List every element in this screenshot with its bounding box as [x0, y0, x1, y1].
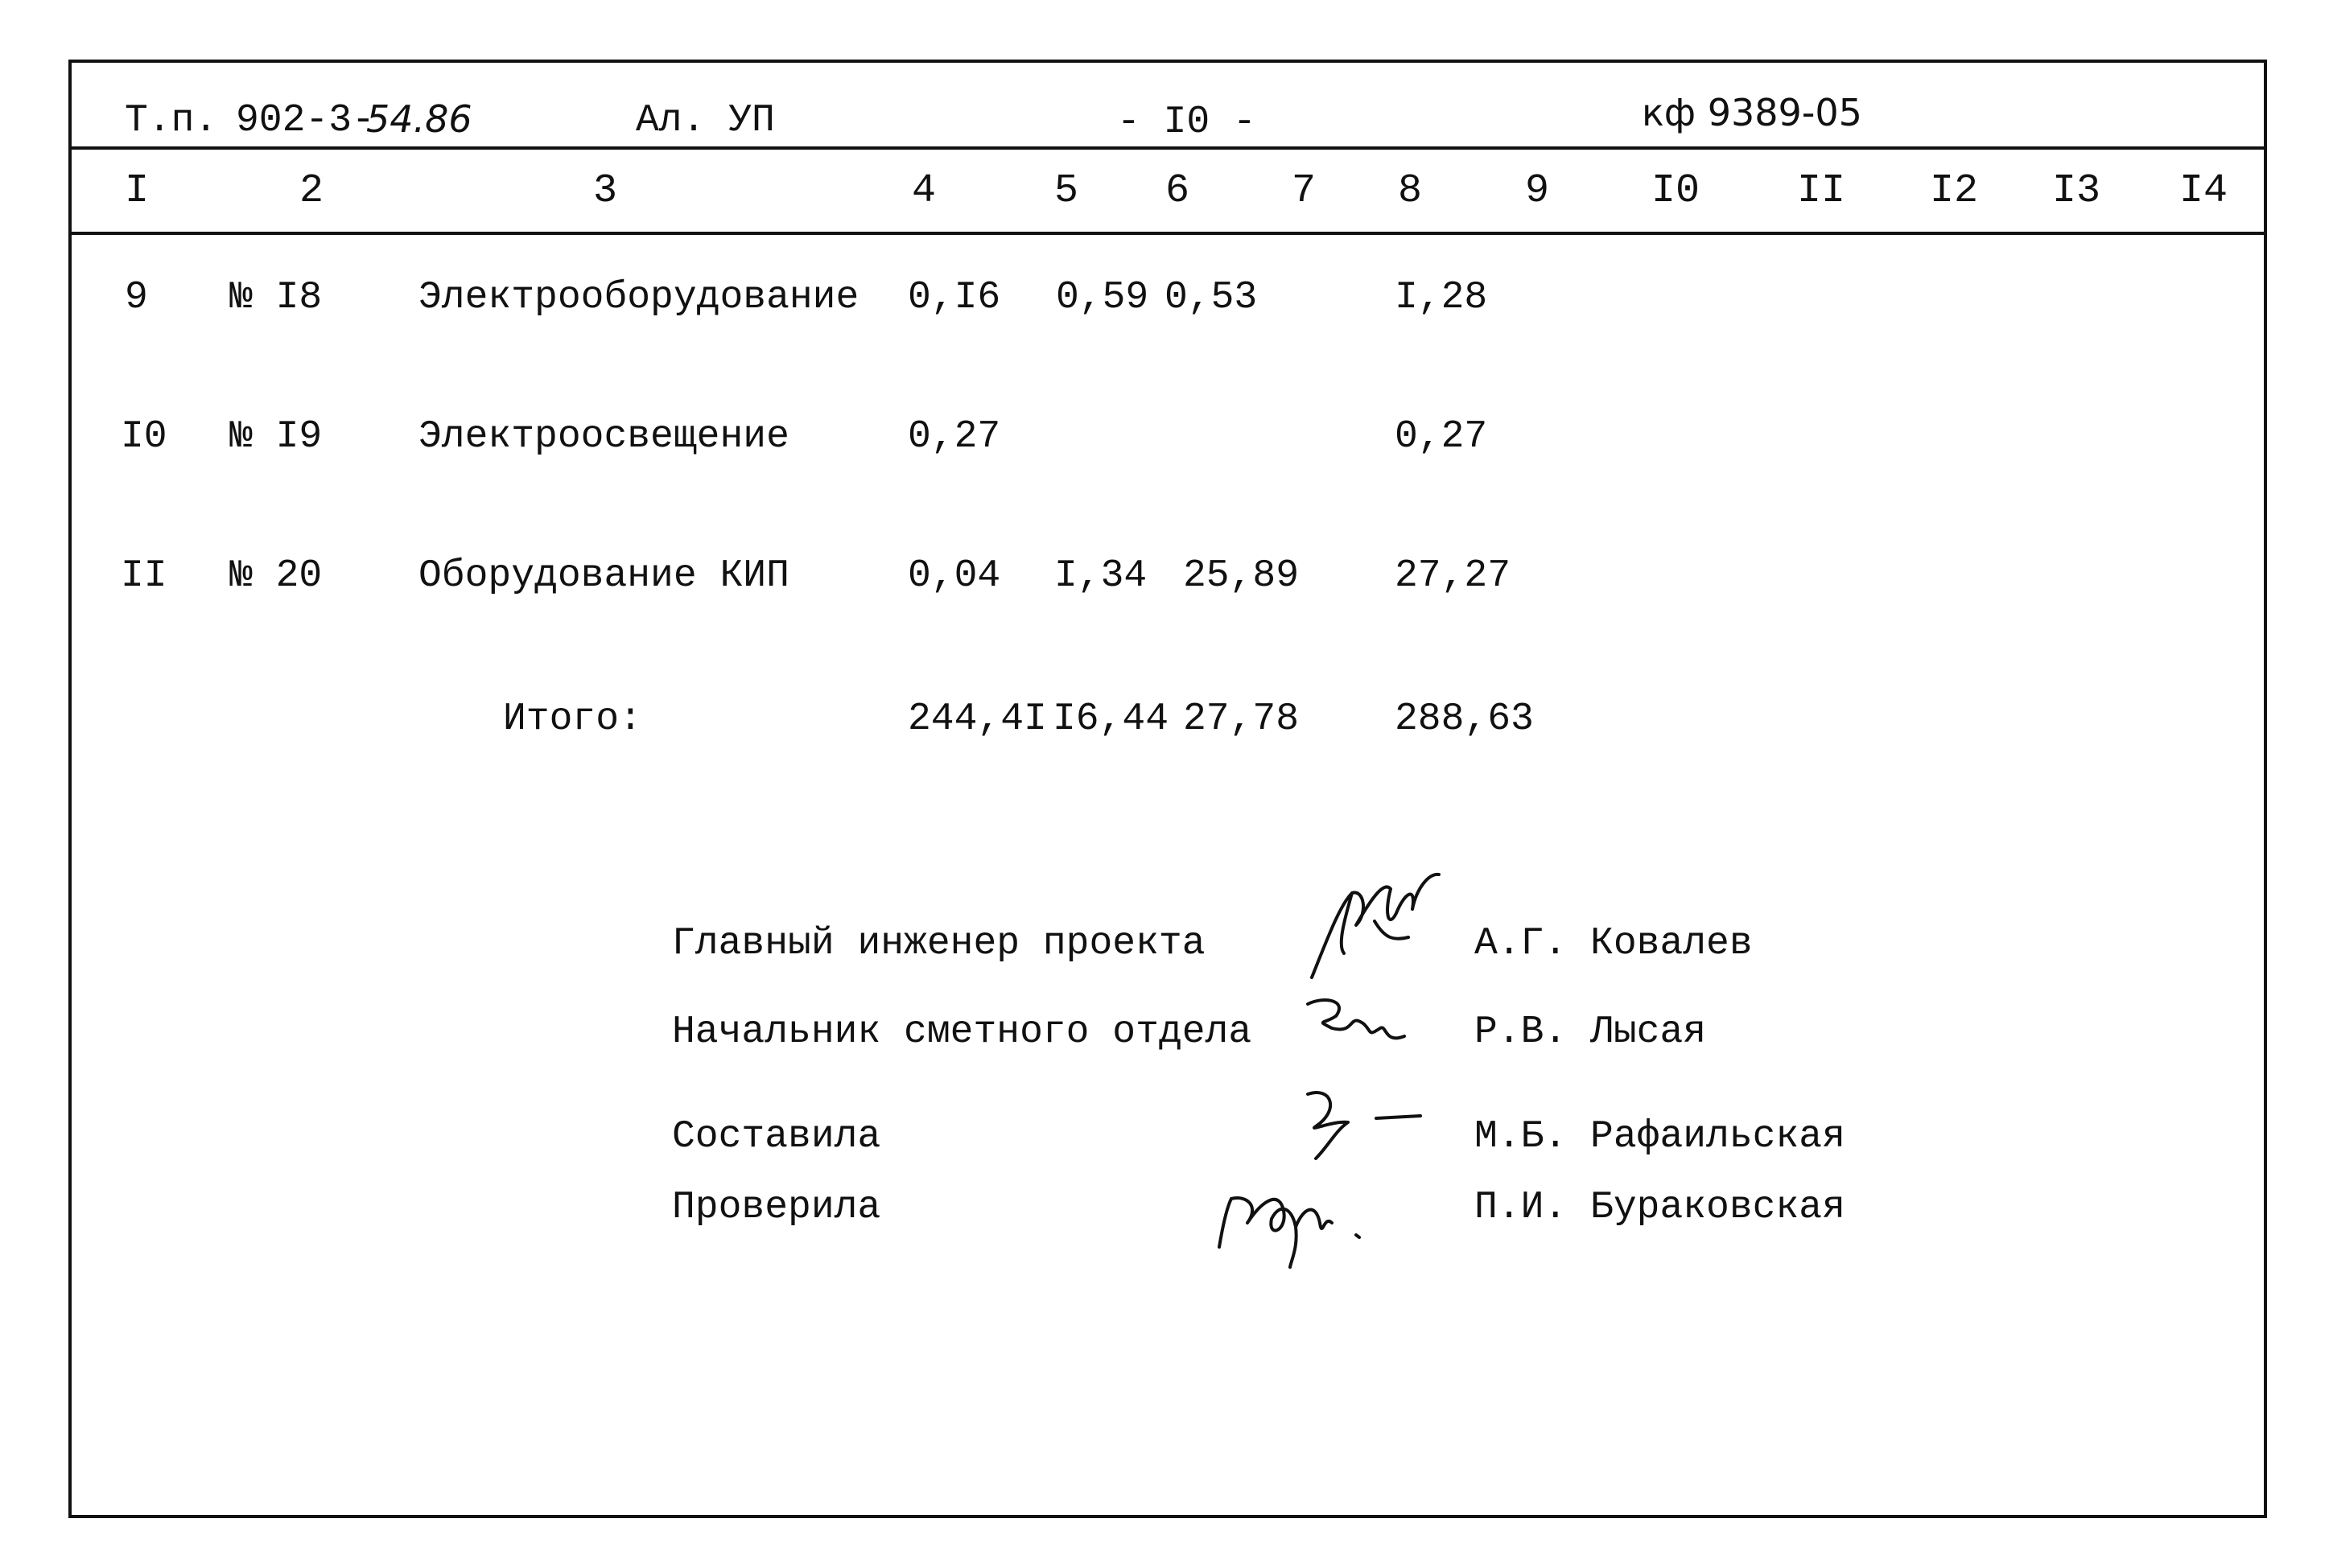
- row-number: I0: [121, 415, 167, 459]
- signature-role: Составила: [672, 1115, 881, 1159]
- row-value-col6: 25,89: [1183, 554, 1300, 598]
- row-value-col4: 0,04: [908, 554, 1001, 598]
- row-value-col4: 0,27: [908, 415, 1001, 459]
- handwritten-signature: [1296, 865, 1457, 986]
- total-value-col6: 27,78: [1183, 698, 1300, 741]
- header-divider: [72, 146, 2264, 150]
- column-number: 9: [1525, 168, 1550, 214]
- row-value-col8: I,28: [1395, 276, 1488, 319]
- row-name: Электроосвещение: [418, 415, 789, 459]
- handwritten-signature: [1203, 1159, 1388, 1271]
- column-number: 3: [593, 168, 618, 214]
- column-number: I: [125, 168, 150, 214]
- signature-name: А.Г. Ковалев: [1474, 922, 1753, 965]
- document-code: кф 9389-05: [1642, 91, 1862, 134]
- total-value-col5: I6,44: [1053, 698, 1169, 741]
- handwritten-signature: [1259, 1082, 1428, 1171]
- column-number: I2: [1930, 168, 1979, 214]
- column-header-divider: [72, 232, 2264, 235]
- signature-role: Начальник сметного отдела: [672, 1010, 1252, 1054]
- page-number: - I0 -: [1117, 101, 1256, 144]
- row-value-col5: 0,59: [1056, 276, 1149, 319]
- signature-name: М.Б. Рафаильская: [1474, 1115, 1845, 1159]
- row-number: 9: [125, 276, 148, 319]
- row-name: Электрооборудование: [418, 276, 859, 319]
- signature-role: Главный инженер проекта: [672, 922, 1206, 965]
- column-number: 6: [1165, 168, 1190, 214]
- column-number: II: [1797, 168, 1846, 214]
- signature-name: Р.В. Лысая: [1474, 1010, 1707, 1054]
- row-reference: № I9: [229, 415, 323, 459]
- column-number: 2: [299, 168, 324, 214]
- row-value-col8: 27,27: [1395, 554, 1511, 598]
- row-value-col8: 0,27: [1395, 415, 1488, 459]
- column-number: I3: [2052, 168, 2101, 214]
- row-reference: № 20: [229, 554, 323, 598]
- row-value-col6: 0,53: [1164, 276, 1258, 319]
- column-number: I0: [1651, 168, 1700, 214]
- total-label: Итого:: [503, 698, 642, 741]
- column-number: 5: [1054, 168, 1079, 214]
- tp-number-handwritten: 54.86: [366, 97, 472, 141]
- tp-prefix: Т.п.: [125, 99, 218, 142]
- signature-name: П.И. Бураковская: [1474, 1186, 1845, 1229]
- handwritten-signature: [1292, 988, 1420, 1060]
- row-value-col4: 0,I6: [908, 276, 1001, 319]
- row-name: Оборудование КИП: [418, 554, 789, 598]
- row-value-col5: I,34: [1054, 554, 1148, 598]
- column-number: I4: [2179, 168, 2228, 214]
- total-value-col4: 244,4I: [908, 698, 1047, 741]
- column-number: 7: [1292, 168, 1317, 214]
- signature-role: Проверила: [672, 1186, 881, 1229]
- column-number: 8: [1398, 168, 1423, 214]
- row-number: II: [121, 554, 167, 598]
- column-number: 4: [912, 168, 937, 214]
- album-label: Ал. УП: [636, 99, 775, 142]
- row-reference: № I8: [229, 276, 323, 319]
- total-value-col8: 288,63: [1395, 698, 1534, 741]
- tp-number: 902-3-: [236, 99, 375, 142]
